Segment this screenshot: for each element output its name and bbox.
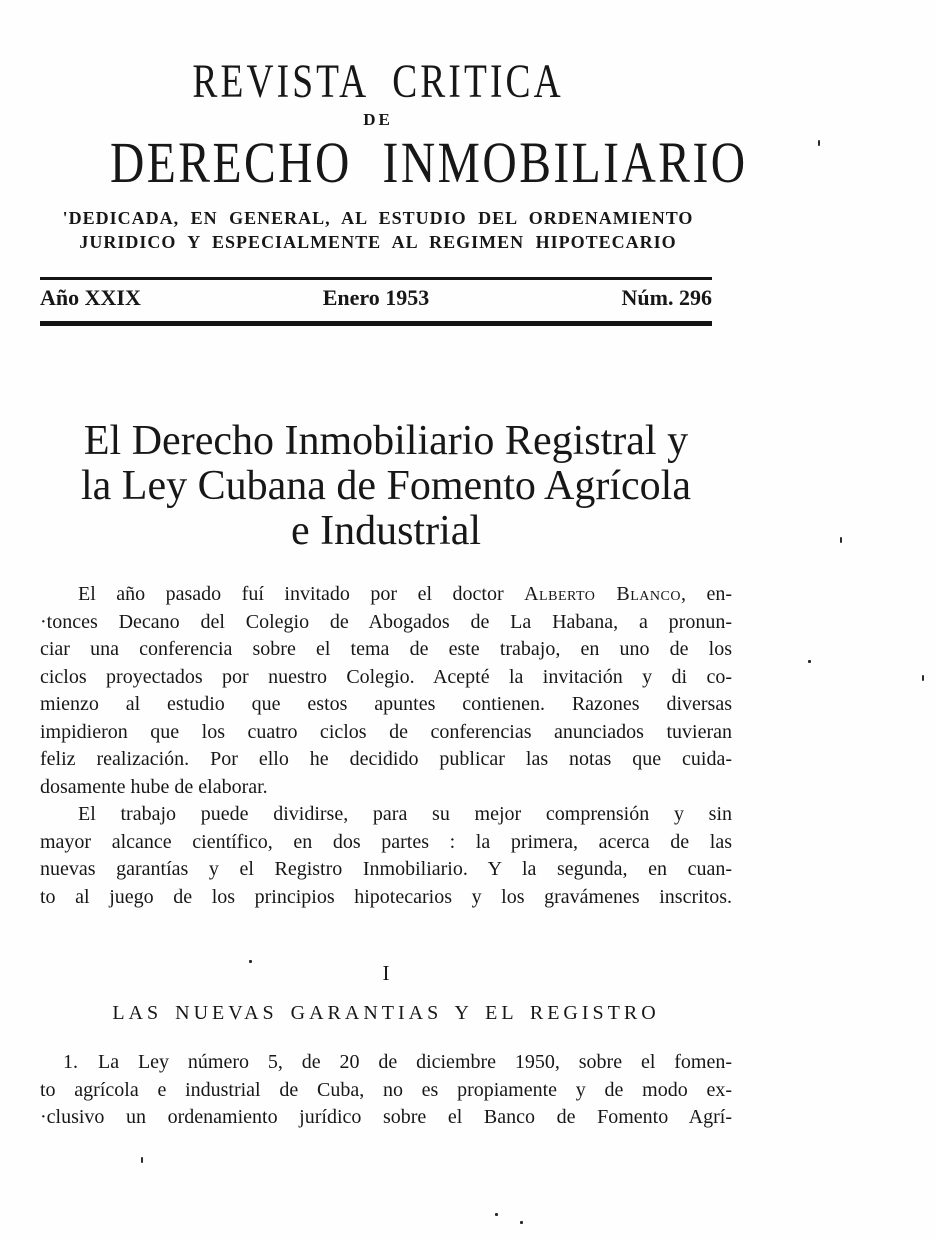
text-segment: 1. La Ley número 5, de 20 de diciembre 1950, sobre el fomen- xyxy=(63,1051,732,1073)
text-segment: to agrícola e industrial de Cuba, no es propiamente y de modo ex- xyxy=(40,1078,732,1101)
dedication-line-1: 'DEDICADA, EN GENERAL, AL ESTUDIO DEL ORDENAMIENTO xyxy=(62,208,694,228)
scan-speck xyxy=(141,1157,143,1163)
text-segment: dosamente hube de elaborar. xyxy=(40,775,268,798)
issue-number: Núm. 296 xyxy=(621,285,712,310)
text-line xyxy=(40,774,732,802)
text-line xyxy=(40,664,732,692)
text-line xyxy=(40,856,732,884)
text-segment: ciar una conferencia sobre el tema de este trabajo, en uno de los xyxy=(40,638,732,660)
text-segment: ·clusivo un ordenamiento jurídico sobre el Banco de Fomento Agrí- xyxy=(40,1106,732,1128)
issue-date: Enero 1953 xyxy=(322,285,430,310)
section-body xyxy=(40,1049,732,1132)
paragraph xyxy=(40,581,732,801)
journal-dedication xyxy=(40,206,716,254)
text-segment: feliz realización. Por ello he decidido publicar las notas que cuida- xyxy=(40,748,732,770)
article-title xyxy=(40,419,732,554)
scan-speck xyxy=(520,1221,523,1224)
text-segment: mayor alcance científico, en dos partes : la primera, acerca de las xyxy=(40,830,732,853)
scan-speck xyxy=(249,960,252,963)
journal-title-top xyxy=(40,55,716,108)
issue-year: Año XXIX xyxy=(40,285,141,310)
text-line xyxy=(40,746,732,774)
scan-speck xyxy=(922,675,924,681)
small-caps-name: Alberto Blanco xyxy=(524,583,681,605)
text-segment: El trabajo puede dividirse, para su mejor comprensión y sin xyxy=(78,803,732,825)
horizontal-rule-top xyxy=(40,277,712,280)
text-segment: impidieron que los cuatro ciclos de conferencias anunciados tuvieran xyxy=(40,720,732,743)
title-line: El Derecho Inmobiliario Registral y xyxy=(83,418,689,464)
text-line xyxy=(40,719,732,747)
text-line xyxy=(40,691,732,719)
text-line xyxy=(40,829,732,857)
text-line xyxy=(40,884,732,912)
scan-speck xyxy=(840,537,842,543)
text-segment: to al juego de los principios hipotecarios y los gravámenes inscritos. xyxy=(40,885,732,908)
title-line: la Ley Cubana de Fomento Agrícola xyxy=(80,463,691,509)
section-numeral: I xyxy=(382,961,390,985)
paragraph xyxy=(40,801,732,911)
text-line xyxy=(40,1049,732,1077)
text-line xyxy=(40,581,732,609)
text-segment: ·tonces Decano del Colegio de Abogados de La Habana, a pronun- xyxy=(40,610,732,633)
text-segment: , en- xyxy=(680,583,733,605)
scan-speck xyxy=(495,1213,498,1216)
text-line xyxy=(40,636,732,664)
text-segment: nuevas garantías y el Registro Inmobiliario. Y la segunda, en cuan- xyxy=(40,858,732,880)
text-line xyxy=(40,1104,732,1132)
issue-info-row xyxy=(40,285,712,315)
paragraph xyxy=(40,1049,732,1132)
text-line xyxy=(40,801,732,829)
article-body xyxy=(40,581,732,911)
title-line: e Industrial xyxy=(290,508,482,554)
journal-title-connector: DE xyxy=(363,110,393,129)
text-segment: El año pasado fuí invitado por el doctor xyxy=(78,583,525,605)
section-heading: LAS NUEVAS GARANTIAS Y EL REGISTRO xyxy=(112,1002,660,1024)
dedication-line-2: JURIDICO Y ESPECIALMENTE AL REGIMEN HIPOTECARIO xyxy=(79,232,677,252)
scan-speck xyxy=(808,660,811,663)
horizontal-rule-bottom xyxy=(40,321,712,326)
journal-title-top-text: REVISTA CRITICA xyxy=(192,55,564,108)
text-line xyxy=(40,1077,732,1105)
text-line xyxy=(40,609,732,637)
journal-title-main-text: DERECHO INMOBILIARIO xyxy=(109,130,748,195)
text-segment: mienzo al estudio que estos apuntes contienen. Razones diversas xyxy=(40,693,732,715)
scan-speck xyxy=(818,140,820,146)
journal-title-main xyxy=(40,130,748,195)
text-segment: ciclos proyectados por nuestro Colegio. Acepté la invitación y di co- xyxy=(40,665,732,688)
